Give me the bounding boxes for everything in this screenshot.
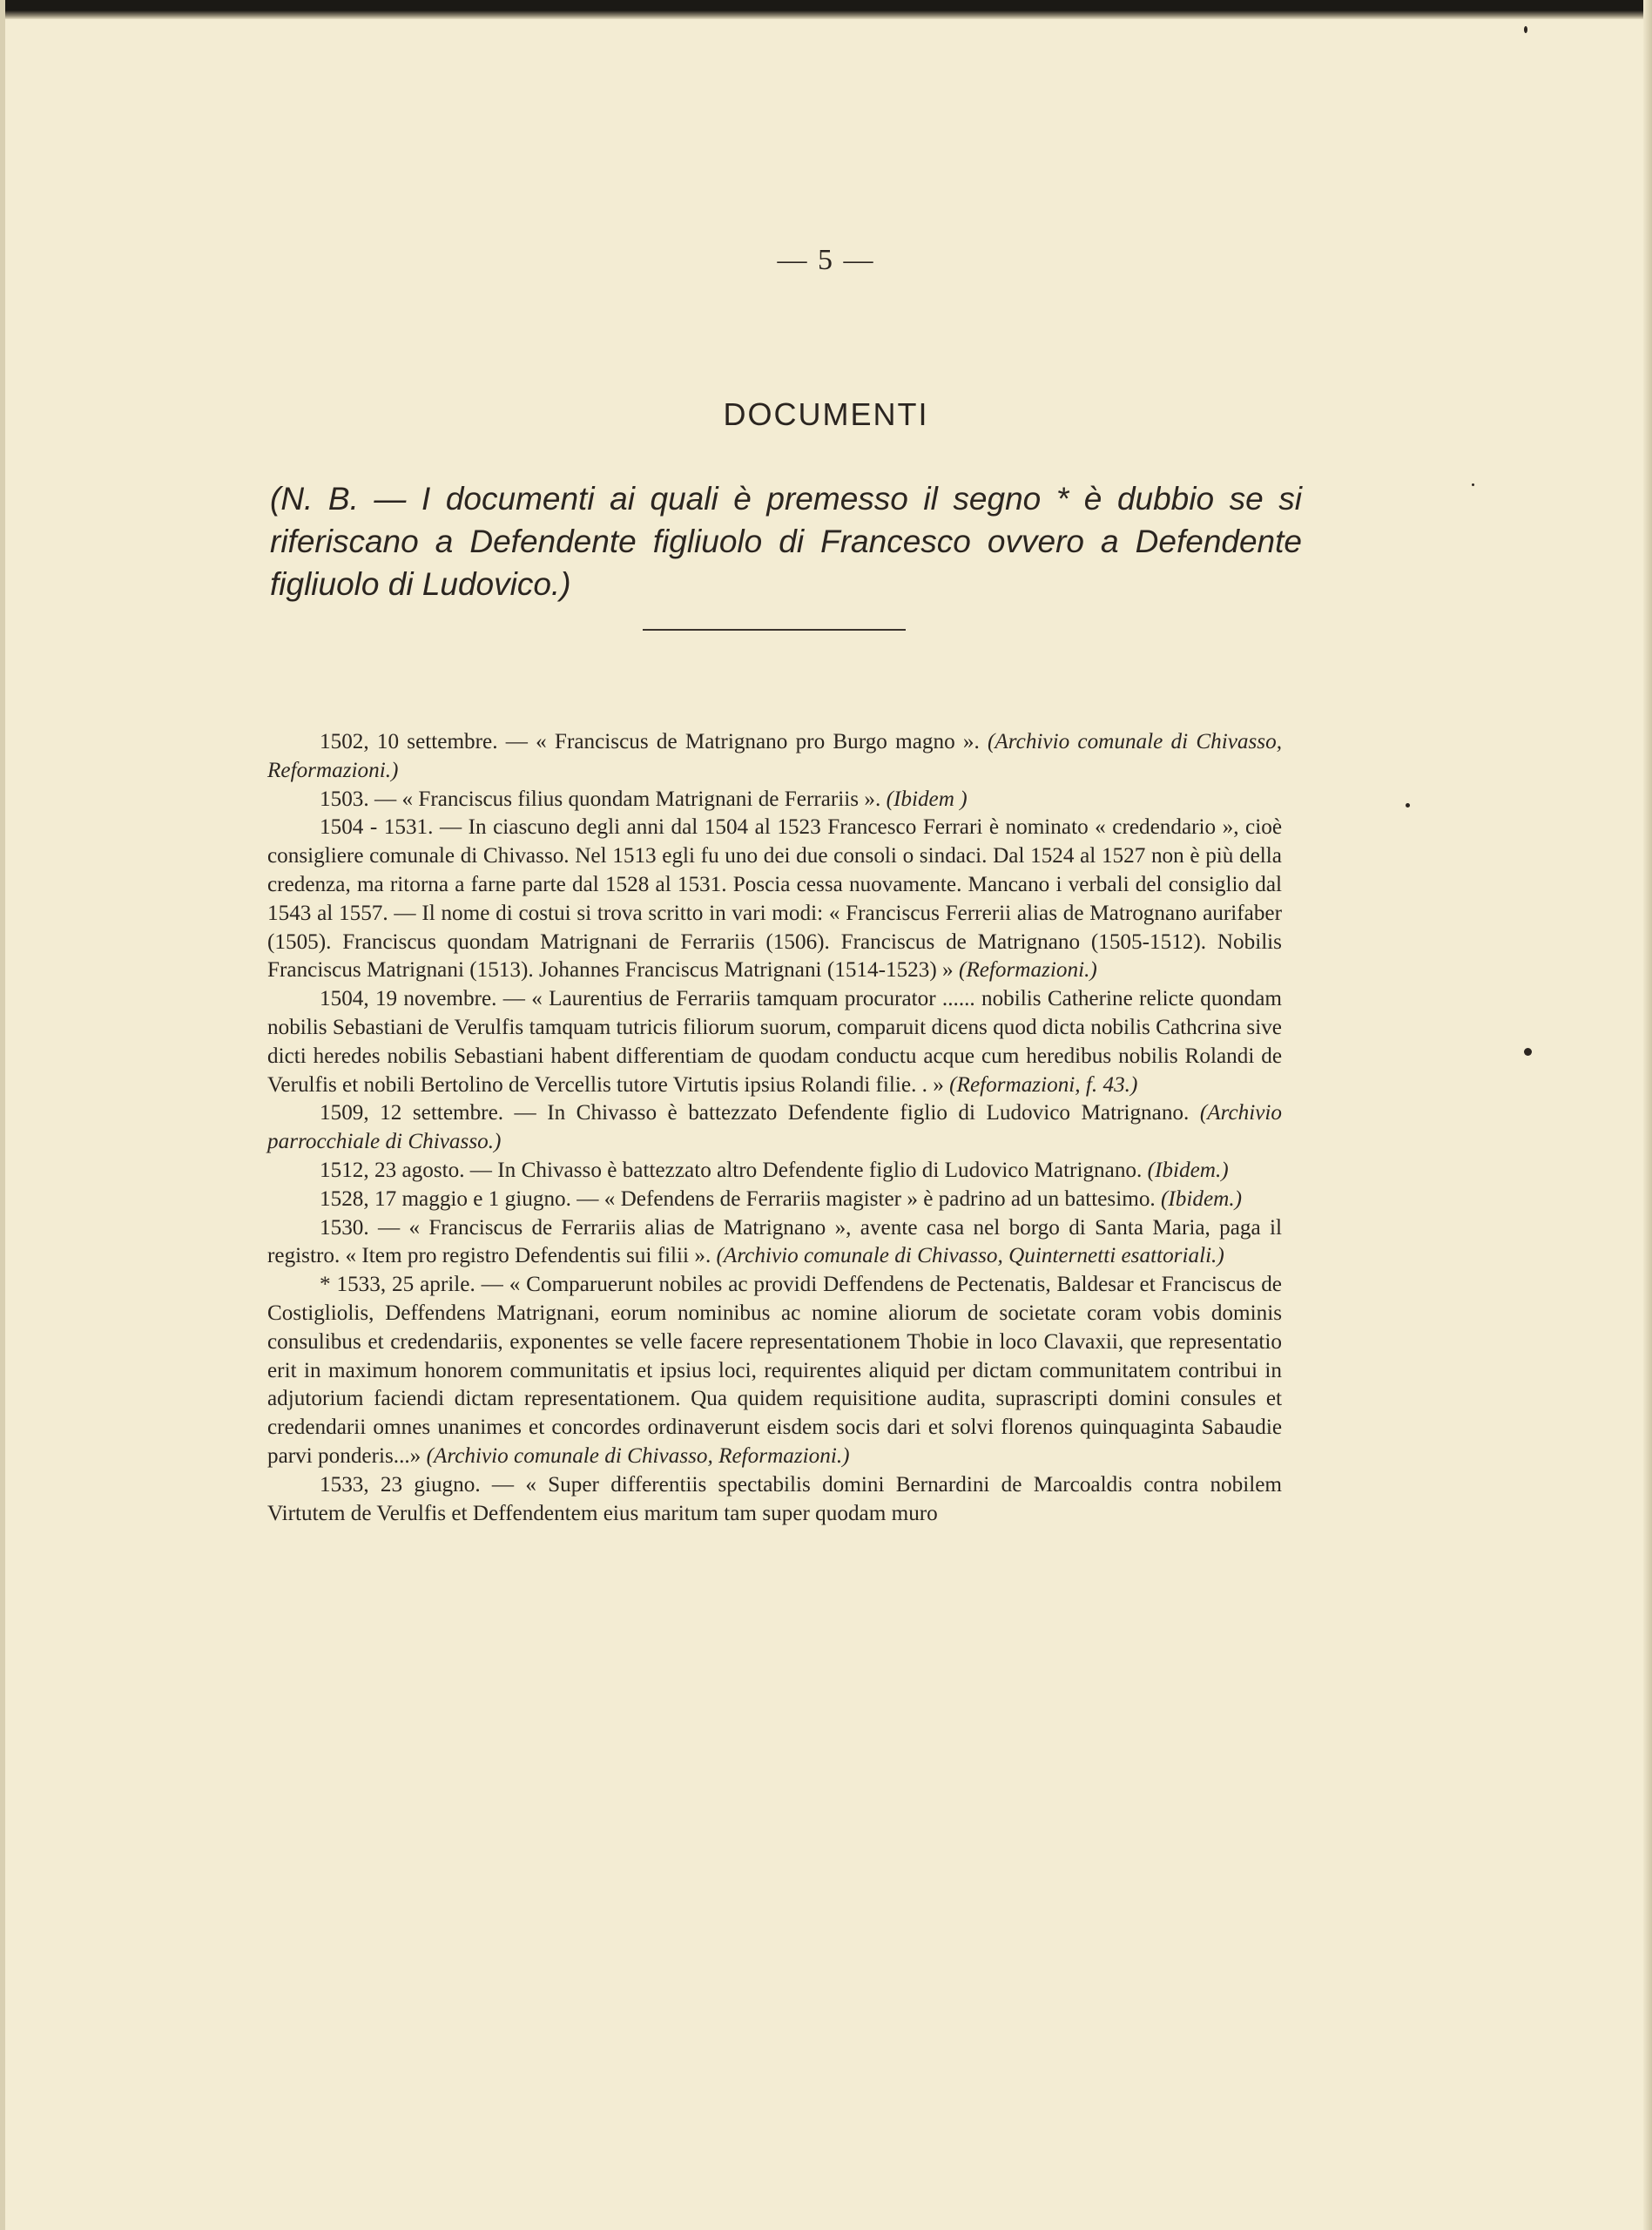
entry-text: 1530. — « Franciscus de Ferrariis alias de Matrignano », avente casa nel borgo di Santa Maria, paga il registro. « Item pro registro Defendentis sui filii ». xyxy=(267,1215,1282,1268)
entry-citation: (Archivio comunale di Chivasso, Reformazioni.) xyxy=(267,730,1283,782)
entry-text: 1533, 23 giugno. — « Super differentiis spectabilis domini Bernardini de Marcoaldis contra nobilem Virtutem de Verulfis et Deffendentem eius maritum tam super quodam muro xyxy=(267,1472,1282,1525)
entry-1533-june xyxy=(267,1471,1282,1529)
entry-text: 1502, 10 settembre. — « Franciscus de Matrignano pro Burgo magno ». xyxy=(320,730,988,753)
entry-text: 1504, 19 novembre. — « Laurentius de Ferrariis tamquam procurator ...... nobilis Catherine relicte quondam nobilis Sebastiani de Verulfis tamquam tutricis filiorum suorum, comparuit dicens quod dicta nobilis Cathcrina sive dicti heredes nobilis Sebastiani habent differentiam de quodam conductu acque cum heredibus nobilis Rolandi de Verulfis et nobili Bertolino de Vercellis tutore Virtutis ipsius Rolandi filie. . » xyxy=(267,987,1282,1097)
page-number: — 5 — xyxy=(777,244,875,276)
entry-citation: (Ibidem.) xyxy=(1147,1158,1229,1182)
entry-1530 xyxy=(267,1214,1282,1272)
ink-speck xyxy=(1524,1048,1532,1056)
entry-citation: (Ibidem ) xyxy=(886,787,968,811)
entry-1528 xyxy=(267,1186,1282,1214)
entry-1512 xyxy=(267,1157,1282,1186)
entry-citation: (Reformazioni, f. 43.) xyxy=(949,1072,1138,1097)
entry-1509 xyxy=(267,1099,1282,1157)
entry-citation: (Archivio parrocchiale di Chivasso.) xyxy=(267,1101,1282,1154)
entry-text: 1509, 12 settembre. — In Chivasso è battezzato Defendente figlio di Ludovico Matrignano. xyxy=(320,1101,1200,1125)
editorial-note: (N. B. — I documenti ai quali è premesso il segno * è dubbio se si riferiscano a Defendente figliuolo di Francesco ovvero a Defendente figliuolo di Ludovico.) xyxy=(270,481,1302,602)
document-entries xyxy=(267,728,1282,1528)
ink-speck xyxy=(1406,803,1410,808)
scan-right-edge xyxy=(1643,0,1652,2230)
entry-1503 xyxy=(267,786,1282,814)
scan-left-edge xyxy=(0,0,5,2230)
entry-citation: (Ibidem.) xyxy=(1161,1186,1243,1211)
entry-1502 xyxy=(267,728,1282,786)
entry-citation: (Archivio comunale di Chivasso, Reformazioni.) xyxy=(426,1443,850,1468)
entry-citation: (Archivio comunale di Chivasso, Quinternetti esattoriali.) xyxy=(716,1244,1224,1268)
entry-text: * 1533, 25 aprile. — « Comparuerunt nobiles ac providi Deffendens de Pectenatis, Baldesar et Franciscus de Costigliolis, Deffendens Matrignani, eorum nominibus ac nomine aliorum de societate coram vobis dominis consulibus et credendariis, exponentes se velle facere representationem Thobie in loco Clavaxii, que representatio erit in maximum honorem communitatis et ipsius loci, requirentes aliquid per dictam communitatem contribui in adjutorium faciendi dictam representationem. Qua quidem requisitione audita, suprascripti domini consules et credendarii omnes unanimes et concordes ordinaverunt eisdem socis dari et solvi florenos quinquaginta Sabaudie parvi ponderis...» xyxy=(267,1273,1282,1468)
entry-1533-april xyxy=(267,1271,1282,1471)
entry-text: 1528, 17 maggio e 1 giugno. — « Defendens de Ferrariis magister » è padrino ad un battesimo. xyxy=(320,1186,1162,1211)
section-heading: DOCUMENTI xyxy=(723,396,929,432)
entry-1504-1531 xyxy=(267,814,1282,985)
ink-speck xyxy=(1524,26,1527,33)
ink-speck xyxy=(1472,483,1474,486)
entry-text: 1512, 23 agosto. — In Chivasso è battezzato altro Defendente figlio di Ludovico Matrignano. xyxy=(320,1158,1148,1182)
entry-text: 1503. — « Franciscus filius quondam Matrignani de Ferrariis ». xyxy=(320,787,887,811)
entry-text: 1504 - 1531. — In ciascuno degli anni dal 1504 al 1523 Francesco Ferrari è nominato « credendario », cioè consigliere comunale di Chivasso. Nel 1513 egli fu uno dei due consoli o sindaci. Dal 1524 al 1527 non è più della credenza, ma ritorna a farne parte dal 1528 al 1531. Poscia cessa nuovamente. Mancano i verbali del consiglio dal 1543 al 1557. — Il nome di costui si trova scritto in vari modi: « Franciscus Ferrerii alias de Matrognano aurifaber (1505). Franciscus quondam Matrignani de Ferrariis (1506). Franciscus de Matrignano (1505-1512). Nobilis Franciscus Matrignani (1513). Johannes Franciscus Matrignani (1514-1523) » xyxy=(267,815,1282,983)
divider-rule xyxy=(643,629,906,631)
scan-top-edge xyxy=(0,0,1652,19)
entry-citation: (Reformazioni.) xyxy=(958,958,1097,983)
entry-1504-november xyxy=(267,985,1282,1099)
